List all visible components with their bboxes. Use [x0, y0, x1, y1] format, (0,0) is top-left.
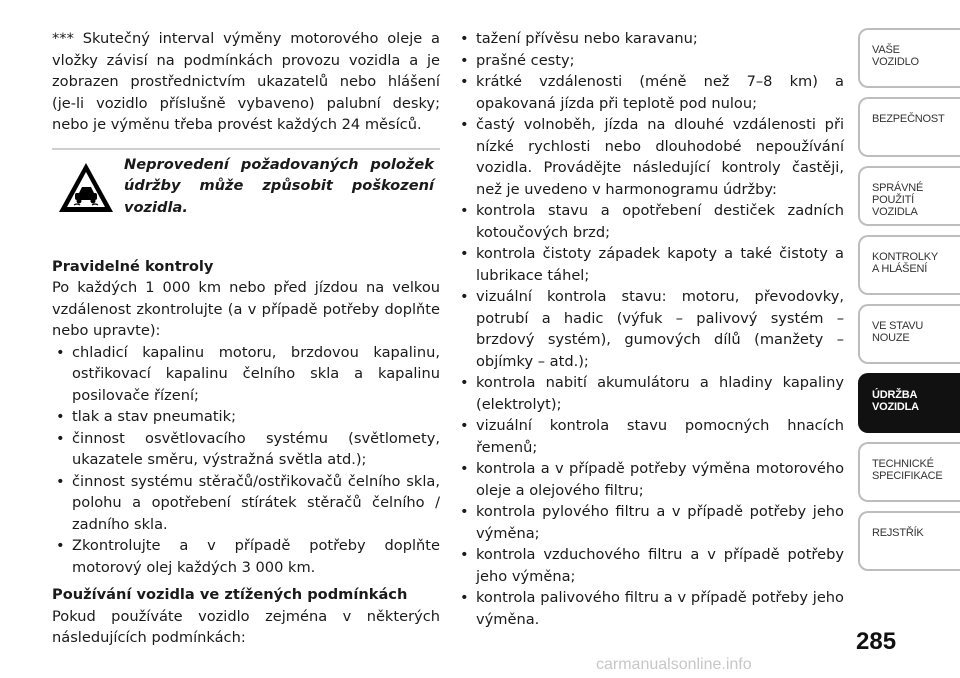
tab-label: VE STAVU NOUZE [872, 320, 924, 344]
tab-label: ÚDRŽBA VOZIDLA [872, 389, 919, 413]
heading-severe-conditions: Používání vozidla ve ztížených podmínkách [52, 586, 408, 603]
list-item: • kontrola stavu a opotřebení destiček zadních kotoučových brzd; [456, 200, 844, 243]
tab-label: TECHNICKÉ SPECIFIKACE [872, 458, 943, 482]
page-number: 285 [856, 628, 897, 655]
list-item: • Zkontrolujte a v případě potřeby doplňte motorový olej každých 3 000 km. [52, 535, 440, 578]
severe-conditions-paragraph: Pokud používáte vozidlo zejména v některých následujících podmínkách: [52, 607, 440, 646]
list-item: • prašné cesty; [456, 50, 844, 72]
chapter-sidebar [858, 28, 960, 580]
tab-ve-stavu-nouze[interactable] [858, 304, 960, 364]
watermark: carmanualsonline.info [596, 656, 752, 673]
tab-label: BEZPEČNOST [872, 113, 945, 125]
list-item: • kontrola pylového filtru a v případě potřeby jeho výměna; [456, 501, 844, 544]
warning-box [52, 148, 440, 246]
list-item: • krátké vzdálenosti (méně než 7–8 km) a opakovaná jízda při teplotě pod nulou; [456, 71, 844, 114]
left-bullet-list [52, 342, 440, 579]
list-item: • kontrola čistoty západek kapoty a také čistoty a lubrikace táhel; [456, 243, 844, 286]
tab-spravne-pouziti[interactable] [858, 166, 960, 226]
warning-text: Neprovedení požadovaných položek údržby může způsobit poškození vozidla. [124, 155, 434, 216]
list-item: • chladicí kapalinu motoru, brzdovou kapalinu, ostřikovací kapalinu čelního skla a kapalinu posilovače řízení; [52, 342, 440, 407]
right-column [456, 28, 844, 630]
tab-label: KONTROLKY A HLÁŠENÍ [872, 251, 939, 275]
tab-kontrolky[interactable] [858, 235, 960, 295]
list-item: • kontrola nabití akumulátoru a hladiny kapaliny (elektrolyt); [456, 372, 844, 415]
tab-label: SPRÁVNÉ POUŽITÍ VOZIDLA [872, 182, 924, 218]
regular-checks-paragraph: Po každých 1 000 km nebo před jízdou na velkou vzdálenost zkontrolujte (a v případě potřeby doplňte nebo upravte): [52, 279, 440, 339]
list-item: • činnost osvětlovacího systému (světlomety, ukazatele směru, výstražná světla atd.); [52, 428, 440, 471]
warning-car-skid-icon [56, 160, 116, 216]
list-item: • vizuální kontrola stavu pomocných hnacích řemenů; [456, 415, 844, 458]
list-item: • činnost systému stěračů/ostřikovačů čelního skla, polohu a opotřebení stírátek stěračů čelního / zadního skla. [52, 471, 440, 536]
intro-paragraph: *** Skutečný interval výměny motorového oleje a vložky závisí na podmínkách provozu vozidla a je zobrazen prostřednictvím ukazatelů nebo hlášení (je-li vozidlo příslušně vybaveno) palubní desky; nebo je výměnu třeba provést každých 24 měsíců. [52, 30, 440, 133]
tab-label: REJSTŘÍK [872, 527, 924, 539]
right-bullet-list [456, 28, 844, 630]
tab-label: VAŠE VOZIDLO [872, 44, 919, 68]
tab-rejstrik[interactable] [858, 511, 960, 571]
heading-regular-checks: Pravidelné kontroly [52, 257, 214, 275]
list-item: • častý volnoběh, jízda na dlouhé vzdálenosti při nízké rychlosti nebo dlouhodobé nepoužívání vozidla. Provádějte následující kontroly častěji, než je uvedeno v harmonogramu údržby: [456, 114, 844, 200]
tab-bezpecnost[interactable] [858, 97, 960, 157]
list-item: • kontrola vzduchového filtru a v případě potřeby jeho výměna; [456, 544, 844, 587]
list-item: • vizuální kontrola stavu: motoru, převodovky, potrubí a hadic (výfuk – palivový systém – brzdový systém), gumových dílů (manžety – objímky – atd.); [456, 286, 844, 372]
list-item: • kontrola palivového filtru a v případě potřeby jeho výměna. [456, 587, 844, 630]
list-item: • kontrola a v případě potřeby výměna motorového oleje a olejového filtru; [456, 458, 844, 501]
list-item: • tlak a stav pneumatik; [52, 406, 440, 428]
list-item: • tažení přívěsu nebo karavanu; [456, 28, 844, 50]
left-column [52, 28, 440, 649]
tab-vase-vozidlo[interactable] [858, 28, 960, 88]
tab-technicke-specifikace[interactable] [858, 442, 960, 502]
tab-udrzba-vozidla[interactable] [858, 373, 960, 433]
